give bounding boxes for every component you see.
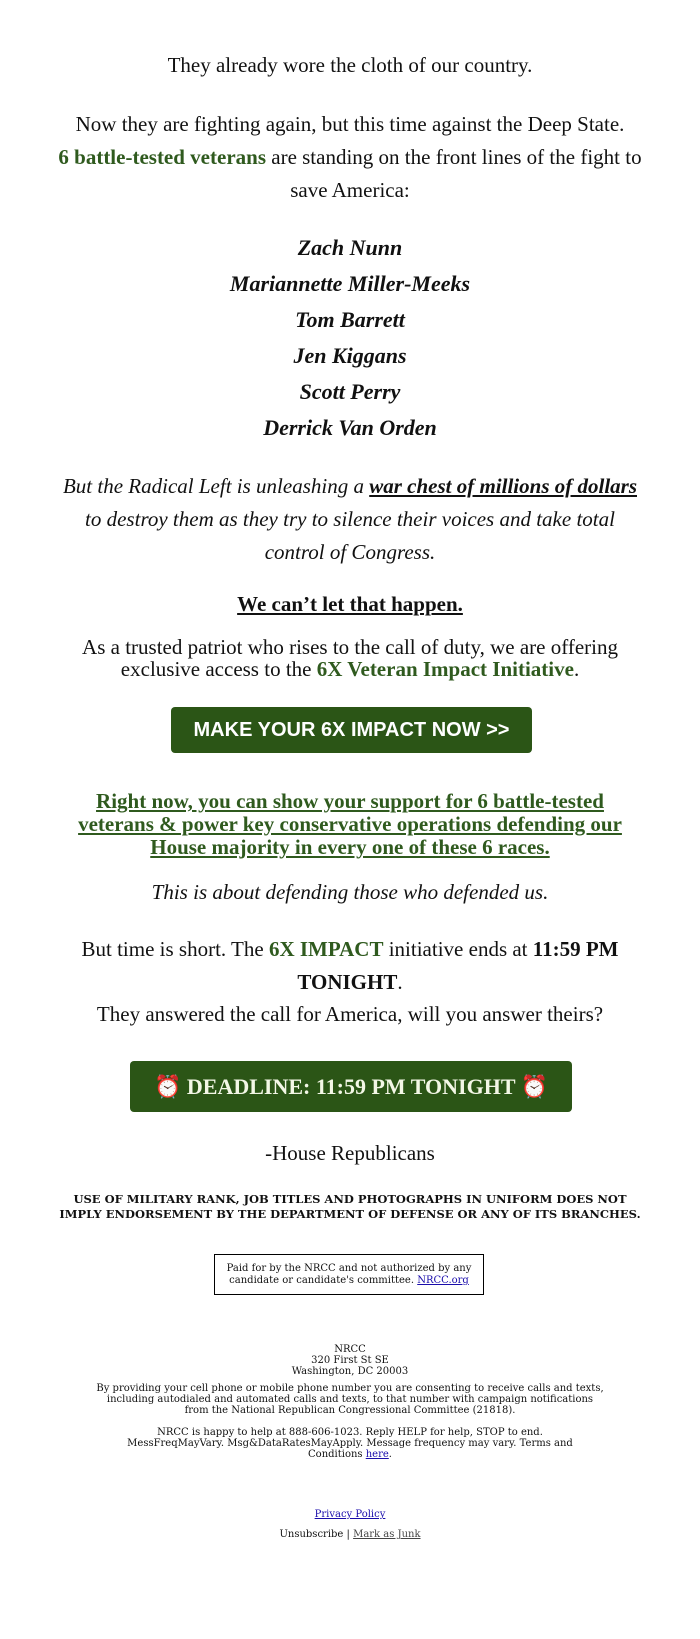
deadline-label: DEADLINE: 11:59 PM TONIGHT (186, 1074, 516, 1099)
paid-for-box (214, 1254, 484, 1295)
veterans-paragraph (50, 108, 650, 207)
veterans-highlight: 6 battle-tested veterans (58, 145, 266, 169)
veteran-name: Mariannette Miller-Meeks (229, 271, 471, 296)
address-line: NRCC (334, 1344, 366, 1355)
mark-as-junk-link[interactable]: Mark as Junk (353, 1529, 421, 1540)
war-chest-emphasis: war chest of millions of dollars (369, 474, 637, 498)
veteran-name: Jen Kiggans (293, 343, 407, 368)
unsubscribe-link[interactable]: Unsubscribe (279, 1529, 344, 1540)
help-period: . (388, 1449, 392, 1460)
military-disclaimer: USE OF MILITARY RANK, JOB TITLES AND PHOTOGRAPHS IN UNIFORM DOES NOT IMPLY ENDORSEMENT BY THE DEPARTMENT OF DEFENSE OR ANY OF ITS BRANCHES. (59, 1192, 641, 1221)
veterans-line (50, 141, 650, 207)
cant-let-text: We can’t let that happen. (237, 592, 463, 616)
privacy-row (0, 1509, 700, 1520)
time-short-period: . (397, 970, 403, 994)
veteran-name: Scott Perry (299, 379, 401, 404)
signoff: -House Republicans (265, 1141, 435, 1165)
separator: | (343, 1529, 354, 1540)
veteran-name: Derrick Van Orden (263, 415, 437, 440)
veterans-line-text: are standing on the front lines of the fight to save America: (266, 145, 642, 202)
privacy-policy-link[interactable]: Privacy Policy (314, 1509, 386, 1520)
intro-text: They already wore the cloth of our country. (167, 53, 533, 77)
initiative-text: As a trusted patriot who rises to the call of duty, we are offering exclusive access to the (82, 635, 618, 681)
help-text (110, 1427, 590, 1460)
deep-state-line: Now they are fighting again, but this time against the Deep State. (75, 112, 625, 136)
initiative-highlight: 6X Veteran Impact Initiative (316, 657, 574, 681)
time-short-text: But time is short. The (81, 937, 269, 961)
initiative-period: . (573, 657, 580, 681)
consent-text: By providing your cell phone or mobile phone number you are consenting to receive calls and texts, including autodialed and automated calls and texts, to that number with campaign notifications from the National Republican Congressional Committee (21818). (96, 1383, 604, 1416)
time-short-middle: initiative ends at (383, 937, 533, 961)
radical-left-paragraph (55, 470, 645, 569)
support-link[interactable]: Right now, you can show your support for 6 battle-tested veterans & power key conservative operations defending our House majority in every one of these 6 races. (78, 789, 622, 859)
make-impact-button[interactable]: MAKE YOUR 6X IMPACT NOW >> (171, 707, 532, 753)
alarm-clock-icon: ⏰ (153, 1074, 182, 1099)
address-line: 320 First St SE (311, 1355, 389, 1366)
defending-text: This is about defending those who defended us. (151, 880, 549, 904)
veteran-name: Tom Barrett (295, 307, 405, 332)
radical-left-text: But the Radical Left is unleashing a (62, 474, 370, 498)
initiative-paragraph (60, 636, 640, 680)
answer-text: They answered the call for America, will you answer theirs? (96, 1002, 604, 1026)
unsubscribe-row (0, 1529, 700, 1540)
address-block (0, 1344, 700, 1377)
veteran-name: Zach Nunn (297, 235, 403, 260)
address-line: Washington, DC 20003 (291, 1366, 409, 1377)
impact-highlight: 6X IMPACT (268, 937, 384, 961)
support-link-block (70, 790, 630, 859)
deadline-button[interactable] (130, 1061, 572, 1112)
nrcc-link[interactable]: NRCC.org (417, 1275, 469, 1286)
alarm-clock-icon: ⏰ (520, 1074, 549, 1099)
time-short-paragraph (55, 933, 645, 999)
veteran-names-list (0, 230, 700, 446)
cant-let-heading (0, 588, 700, 621)
deadline-bold: 11:59 PM TONIGHT (297, 937, 619, 994)
terms-link[interactable]: here (365, 1449, 389, 1460)
radical-left-text-end: to destroy them as they try to silence their voices and take total control of Congress. (85, 507, 615, 564)
paid-for-text: Paid for by the NRCC and not authorized by any candidate or candidate's committee. (226, 1263, 472, 1286)
help-text-body: NRCC is happy to help at 888-606-1023. Reply HELP for help, STOP to end. MessFreqMayVary. Msg&DataRatesMayApply. Message frequency may vary. Terms and Conditions (127, 1427, 573, 1460)
